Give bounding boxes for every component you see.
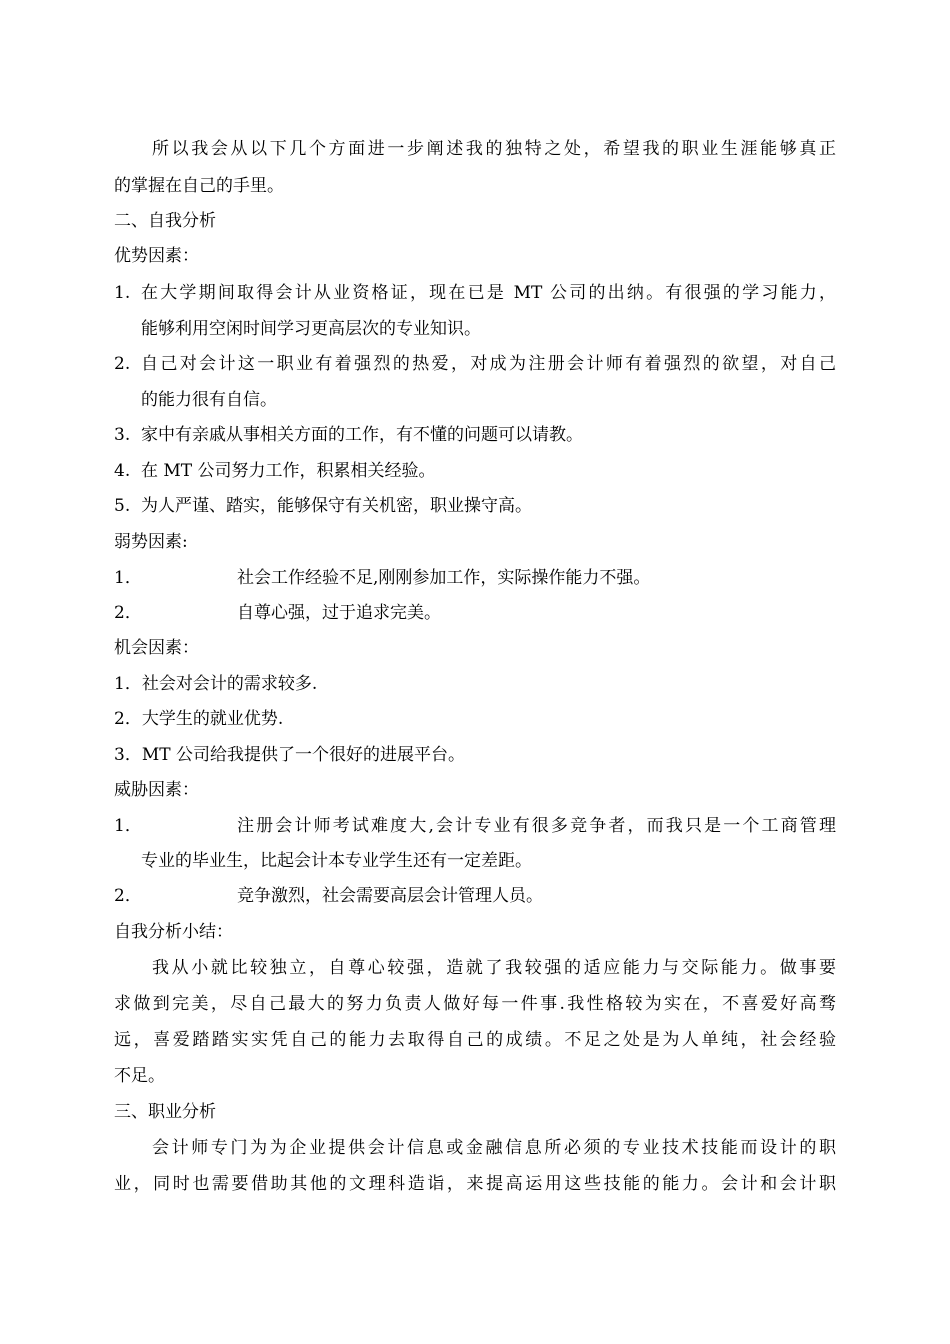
strength-1-line-2: 能够利用空闲时间学习更高层次的专业知识。 xyxy=(141,319,481,339)
threat-1-number: 1． xyxy=(114,816,142,836)
strength-5-number: 5. xyxy=(114,496,131,516)
threats-heading: 威胁因素： xyxy=(114,780,199,800)
strength-5-text: 为人严谨、踏实，能够保守有关机密，职业操守高。 xyxy=(141,496,532,516)
strength-2-line-2: 的能力很有自信。 xyxy=(141,390,277,410)
strength-4-text: 在 MT 公司努力工作，积累相关经验。 xyxy=(141,461,436,481)
intro-line-1: 所以我会从以下几个方面进一步阐述我的独特之处，希望我的职业生涯能够真正 xyxy=(152,139,836,159)
opportunity-3: 3．MT 公司给我提供了一个很好的进展平台。 xyxy=(114,745,465,765)
threat-1-line-1: 注册会计师考试难度大,会计专业有很多竞争者，而我只是一个工商管理 xyxy=(237,816,836,836)
strength-3-text: 家中有亲戚从事相关方面的工作，有不懂的问题可以请教。 xyxy=(141,425,583,445)
strength-4-number: 4. xyxy=(114,461,131,481)
threat-2-number: 2． xyxy=(114,886,142,906)
opportunity-2: 2．大学生的就业优势. xyxy=(114,709,284,729)
weakness-1-text: 社会工作经验不足,刚刚参加工作，实际操作能力不强。 xyxy=(237,568,651,588)
intro-line-2: 的掌握在自己的手里。 xyxy=(114,176,284,196)
summary-line-4: 不足。 xyxy=(114,1066,165,1086)
summary-line-3: 远，喜爱踏踏实实凭自己的能力去取得自己的成绩。不足之处是为人单纯，社会经验 xyxy=(114,1030,836,1050)
threat-1-line-2: 专业的毕业生，比起会计本专业学生还有一定差距。 xyxy=(141,851,532,871)
weakness-1-number: 1． xyxy=(114,568,142,588)
strength-1-line-1: 在大学期间取得会计从业资格证，现在已是 MT 公司的出纳。有很强的学习能力， xyxy=(141,283,836,303)
weakness-2-number: 2． xyxy=(114,603,142,623)
strength-2-number: 2. xyxy=(114,354,131,374)
summary-heading: 自我分析小结： xyxy=(114,922,233,942)
strengths-heading: 优势因素： xyxy=(114,246,199,266)
strength-2-line-1: 自己对会计这一职业有着强烈的热爱，对成为注册会计师有着强烈的欲望，对自己 xyxy=(141,354,836,374)
weaknesses-heading: 弱势因素: xyxy=(114,532,188,552)
strength-1-number: 1. xyxy=(114,283,131,303)
threat-2-text: 竞争激烈，社会需要高层会计管理人员。 xyxy=(237,886,543,906)
summary-line-2: 求做到完美，尽自己最大的努力负责人做好每一件事.我性格较为实在，不喜爱好高骛 xyxy=(114,994,836,1014)
section-heading-self-analysis: 二、自我分析 xyxy=(114,211,216,231)
section-heading-career-analysis: 三、职业分析 xyxy=(114,1102,216,1122)
career-line-2: 业，同时也需要借助其他的文理科造诣，来提高运用这些技能的能力。会计和会计职 xyxy=(114,1174,836,1194)
weakness-2-text: 自尊心强，过于追求完美。 xyxy=(237,603,441,623)
summary-line-1: 我从小就比较独立，自尊心较强，造就了我较强的适应能力与交际能力。做事要 xyxy=(152,958,836,978)
career-line-1: 会计师专门为为企业提供会计信息或金融信息所必须的专业技术技能而设计的职 xyxy=(152,1138,836,1158)
opportunity-1: 1．社会对会计的需求较多. xyxy=(114,674,318,694)
opportunities-heading: 机会因素： xyxy=(114,638,199,658)
strength-3-number: 3. xyxy=(114,425,131,445)
